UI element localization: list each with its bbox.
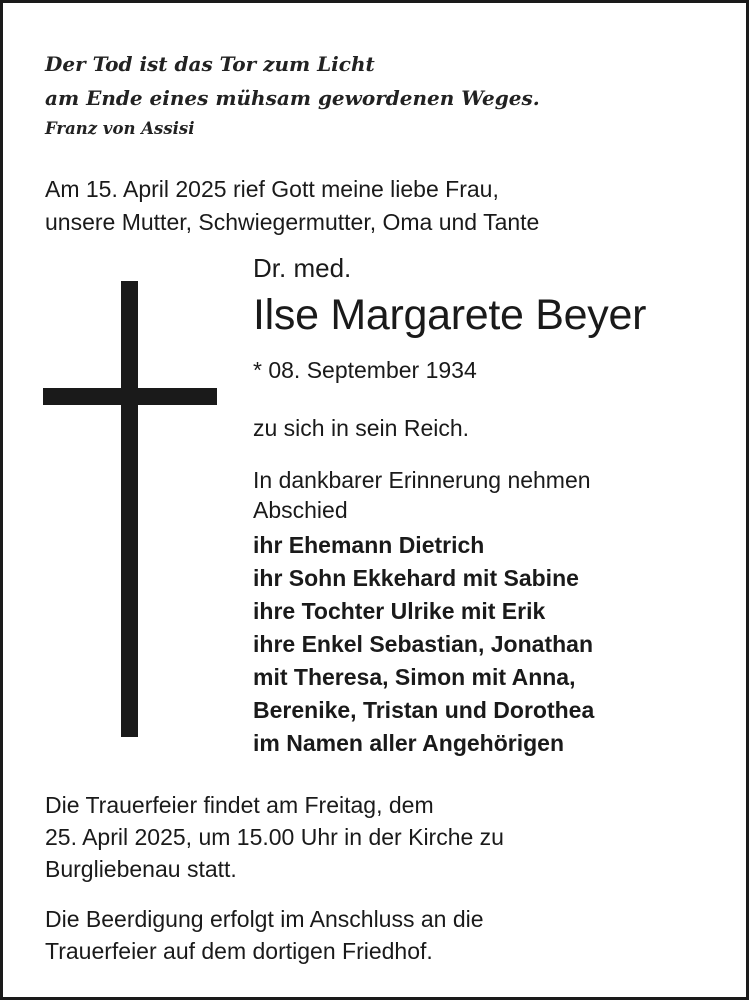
family-line: ihr Ehemann Dietrich: [253, 532, 485, 558]
mourners-intro: [253, 465, 591, 525]
funeral-line-3: Burgliebenau statt.: [45, 856, 237, 882]
intro-line-2: unsere Mutter, Schwiegermutter, Oma und Tante: [45, 209, 540, 235]
funeral-line-2: 25. April 2025, um 15.00 Uhr in der Kirche zu: [45, 824, 504, 850]
burial-line-1: Die Beerdigung erfolgt im Anschluss an die: [45, 906, 484, 932]
family-line: ihre Enkel Sebastian, Jonathan: [253, 631, 593, 657]
intro-line-1: Am 15. April 2025 rief Gott meine liebe Frau,: [45, 176, 499, 202]
quote-line-2: am Ende eines mühsam gewordenen Weges.: [45, 86, 540, 110]
family-line: im Namen aller Angehörigen: [253, 730, 564, 756]
family-line: Berenike, Tristan und Dorothea: [253, 697, 595, 723]
family-line: ihr Sohn Ekkehard mit Sabine: [253, 565, 579, 591]
burial-info: [45, 903, 484, 967]
mourners-intro-line-1: In dankbarer Erinnerung nehmen: [253, 467, 591, 493]
funeral-info: [45, 789, 504, 885]
burial-line-2: Trauerfeier auf dem dortigen Friedhof.: [45, 938, 433, 964]
quote: [45, 47, 540, 115]
reich-text: zu sich in sein Reich.: [253, 415, 470, 441]
family-line: mit Theresa, Simon mit Anna,: [253, 664, 576, 690]
intro-text: [45, 173, 539, 239]
deceased-name: Ilse Margarete Beyer: [253, 291, 647, 339]
mourners-intro-line-2: Abschied: [253, 497, 348, 523]
family-line: ihre Tochter Ulrike mit Erik: [253, 598, 546, 624]
deceased-title: Dr. med.: [253, 253, 352, 283]
cross-icon: [43, 281, 217, 737]
quote-line-1: Der Tod ist das Tor zum Licht: [45, 52, 375, 76]
quote-author: Franz von Assisi: [45, 119, 195, 138]
family-list: [253, 529, 594, 760]
funeral-line-1: Die Trauerfeier findet am Freitag, dem: [45, 792, 434, 818]
birth-date: * 08. September 1934: [253, 357, 477, 383]
